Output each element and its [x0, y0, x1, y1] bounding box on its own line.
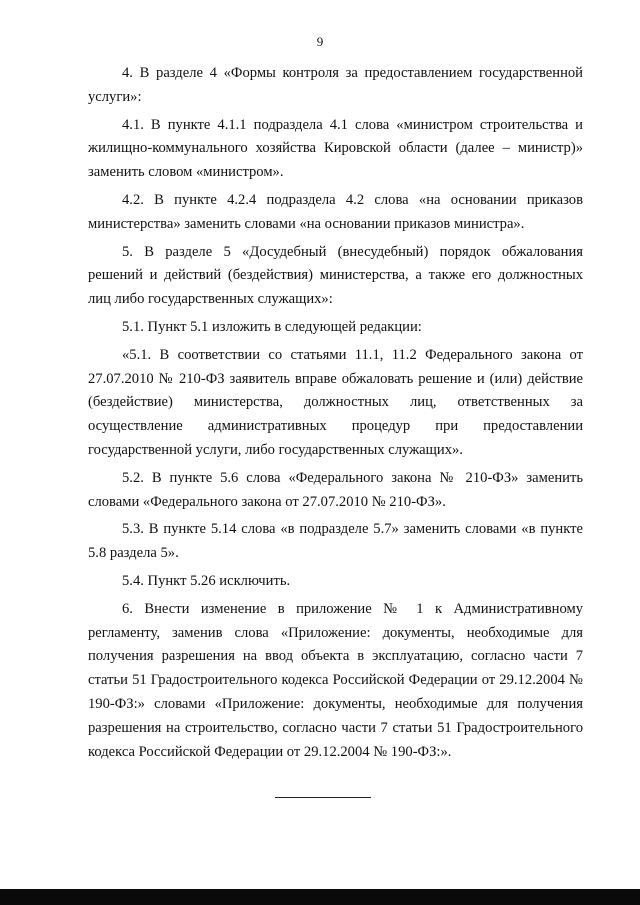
paragraph-4-2: 4.2. В пункте 4.2.4 подраздела 4.2 слова «на основании приказов министерства» заменить словами «на основании приказов министра».: [88, 191, 583, 232]
paragraph-5-1: 5.1. Пункт 5.1 изложить в следующей редакции:: [122, 318, 422, 335]
paragraph-section-6: 6. Внести изменение в приложение № 1 к Административному регламенту, заменив слова «Приложение: документы, необходимые для получения разрешения на ввод объекта в эксплуатацию, согласно части 7 статьи 51 Градостроительного кодекса Российской Федерации от 29.12.2004 № 190-ФЗ:» словами «Приложение: документы, необходимые для получения разрешения на строительство, согласно части 7 статьи 51 Градостроительного кодекса Российской Федерации от 29.12.2004 № 190-ФЗ:».: [88, 600, 583, 760]
paragraph-5-4: 5.4. Пункт 5.26 исключить.: [122, 572, 291, 589]
end-of-text-rule: [275, 797, 371, 798]
paragraph-5-1-text: «5.1. В соответствии со статьями 11.1, 11.2 Федерального закона от 27.07.2010 № 210-ФЗ заявитель вправе обжаловать решение и (или) действие (бездействие) министерства, должностных лиц, ответственных за осуществление административных процедур при предоставлении государственной услуги, либо государственных служащих».: [88, 346, 583, 458]
scan-bottom-edge: [0, 889, 640, 905]
page-number: 9: [316, 34, 324, 49]
paragraph-section-5: 5. В разделе 5 «Досудебный (внесудебный) порядок обжалования решений и действий (бездействия) министерства, а также его должностных лиц либо государственных служащих»:: [88, 243, 583, 308]
paragraph-4-1: 4.1. В пункте 4.1.1 подраздела 4.1 слова «министром строительства и жилищно-коммунального хозяйства Кировской области (далее – министр)» заменить словом «министром».: [88, 116, 583, 181]
paragraph-5-3: 5.3. В пункте 5.14 слова «в подразделе 5.7» заменить словами «в пункте 5.8 раздела 5».: [88, 521, 583, 562]
paragraph-section-4: 4. В разделе 4 «Формы контроля за предоставлением государственной услуги»:: [88, 65, 583, 105]
document-body: [88, 62, 583, 764]
paragraph-5-2: 5.2. В пункте 5.6 слова «Федерального закона № 210-ФЗ» заменить словами «Федерального закона от 27.07.2010 № 210-ФЗ».: [88, 469, 583, 510]
